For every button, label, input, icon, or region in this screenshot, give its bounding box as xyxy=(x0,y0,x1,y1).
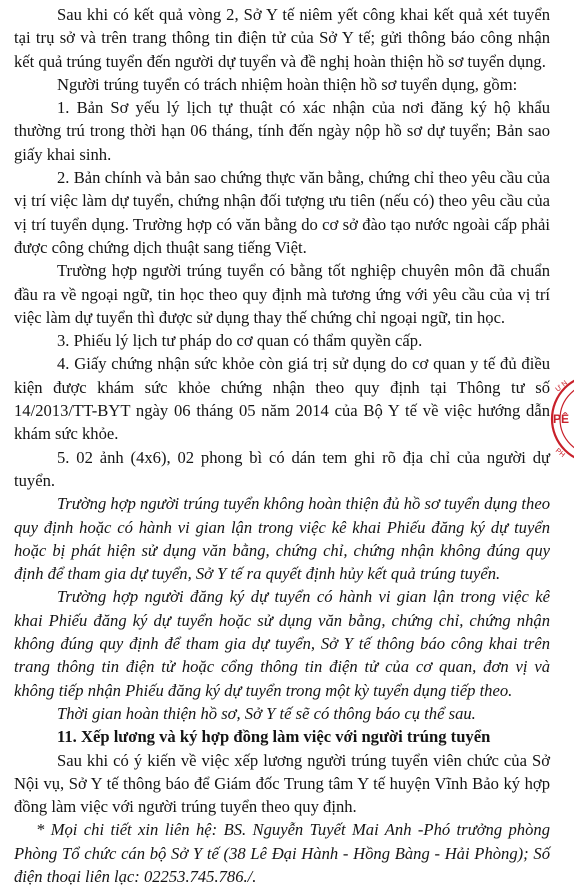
paragraph-fraud-notice: Trường hợp người đăng ký dự tuyển có hành vi gian lận trong việc kê khai Phiếu đăng ký dự tuyển hoặc sử dụng văn bằng, chứng chỉ, chứng nhận không đúng quy định để tham gia dự tuyển, Sở Y tế thông báo công khai trên trang thông tin điện tử hoặc cổng thông tin điện tử của cơ quan, đơn vị và không tiếp nhận Phiếu đăng ký dự tuyển trong một kỳ tuyển dụng tiếp theo. xyxy=(14,587,550,700)
contact-note: * Mọi chi tiết xin liên hệ: BS. Nguyễn Tuyết Mai Anh -Phó trưởng phòng Phòng Tổ chức cán bộ Sở Y tế (38 Lê Đại Hành - Hồng Bàng - Hải Phòng); Số điện thoại liên lạc: 02253.745.786./. xyxy=(14,820,550,886)
paragraph-incomplete-dossier: Trường hợp người trúng tuyển không hoàn thiện đủ hồ sơ tuyển dụng theo quy định hoặc có hành vi gian lận trong việc kê khai Phiếu đăng ký dự tuyển hoặc bị phát hiện sử dụng văn bằng, chứng chỉ, chứng nhận không đúng quy định để tham gia dự tuyển, Sở Y tế ra quyết định hủy kết quả trúng tuyển. xyxy=(14,494,550,584)
paragraph-item-2: 2. Bản chính và bản sao chứng thực văn bằng, chứng chỉ theo yêu cầu của vị trí việc làm dự tuyển, chứng nhận đối tượng ưu tiên (nếu có) theo yêu cầu của vị trí tuyển dụng. Trường hợp có văn bằng do cơ sở đào tạo nước ngoài cấp phải được công chứng dịch thuật sang tiếng Việt. xyxy=(14,168,550,257)
paragraph-requirements-lead: Người trúng tuyển có trách nhiệm hoàn thiện hồ sơ tuyển dụng, gồm: xyxy=(57,74,518,94)
paragraph-item-3: 3. Phiếu lý lịch tư pháp do cơ quan có thẩm quyền cấp. xyxy=(57,331,423,351)
stamp-text-bottom: PH xyxy=(553,447,566,460)
red-stamp-fragment xyxy=(548,375,574,465)
stamp-seal-icon xyxy=(548,375,574,465)
paragraph-foreign-language-note: Trường hợp người trúng tuyển có bằng tốt nghiệp chuyên môn đã chuẩn đầu ra về ngoại ngữ, tin học theo quy định mà tương ứng với yêu cầu của vị trí việc làm dự tuyển thì được sử dụng thay thế chứng chỉ ngoại ngữ, tin học. xyxy=(14,261,550,327)
paragraph-item-4: 4. Giấy chứng nhận sức khỏe còn giá trị sử dụng do cơ quan y tế đủ điều kiện được khám sức khỏe chứng nhận theo quy định tại Thông tư số 14/2013/TT-BYT ngày 06 tháng 05 năm 2014 của Bộ Y tế về việc hướng dẫn khám sức khỏe. xyxy=(14,354,550,444)
paragraph-salary-contract: Sau khi có ý kiến về việc xếp lương người trúng tuyển viên chức của Sở Nội vụ, Sở Y tế thông báo để Giám đốc Trung tâm Y tế huyện Vĩnh Bảo ký hợp đồng làm việc với người trúng tuyển theo quy định. xyxy=(14,750,550,817)
stamp-text-mid: PÊ xyxy=(553,412,570,426)
paragraph-deadline-note: Thời gian hoàn thiện hồ sơ, Sở Y tế sẽ có thông báo cụ thể sau. xyxy=(57,703,476,723)
paragraph-item-5: 5. 02 ảnh (4x6), 02 phong bì có dán tem ghi rõ địa chỉ của người dự tuyển. xyxy=(14,447,550,490)
section-heading-11: 11. Xếp lương và ký hợp đồng làm việc với người trúng tuyển xyxy=(57,727,491,747)
stamp-text-top: Ư N xyxy=(554,379,569,394)
paragraph-intro: Sau khi có kết quả vòng 2, Sở Y tế niêm yết công khai kết quả xét tuyển tại trụ sở và trên trang thông tin điện tử của Sở Y tế; gửi thông báo công nhận kết quả trúng tuyển đến người dự tuyển và đề nghị hoàn thiện hồ sơ tuyển dụng. xyxy=(14,5,550,71)
paragraph-item-1: 1. Bản Sơ yếu lý lịch tự thuật có xác nhận của nơi đăng ký hộ khẩu thường trú trong thời hạn 06 tháng, tính đến ngày nộp hồ sơ dự tuyển; Bản sao giấy khai sinh. xyxy=(14,98,550,164)
document-page xyxy=(14,3,550,888)
